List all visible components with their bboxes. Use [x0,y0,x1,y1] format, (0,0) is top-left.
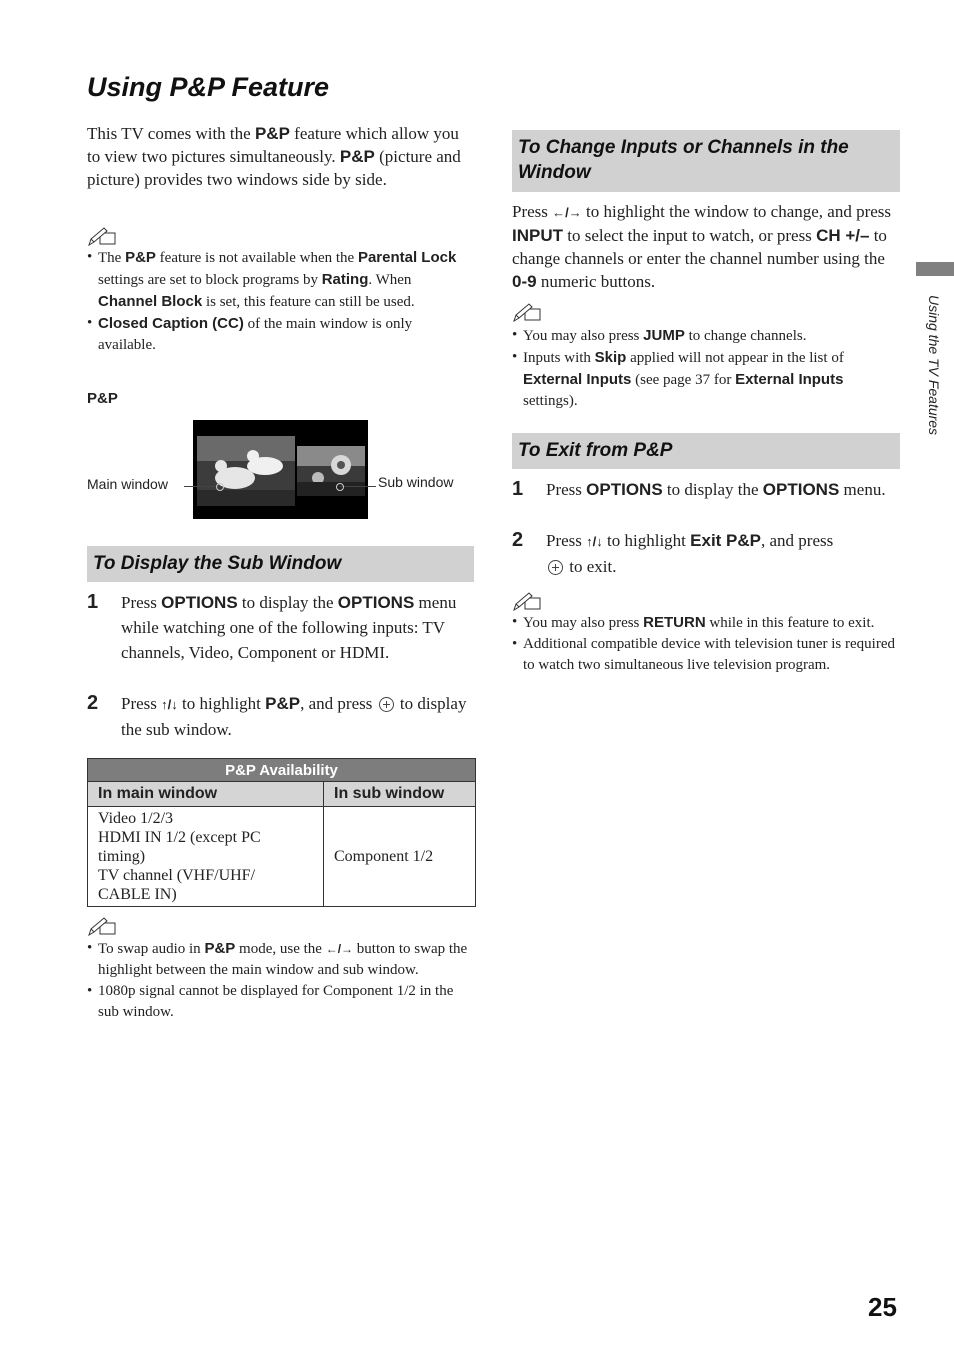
change-inputs-paragraph: Press ←/→ to highlight the window to change, and press INPUT to select the input to watch, or press CH +/– to change channels or enter the channel number using the 0-9 numeric buttons. [512,202,892,291]
main-window-label: Main window [87,476,168,492]
note-item: • You may also press JUMP to change channels. [512,325,900,347]
note-item: • Additional compatible device with television tuner is required to watch two simultaneous live television program. [512,634,900,676]
page-title: Using P&P Feature [87,72,330,102]
availability-table [87,758,476,907]
up-down-arrows-icon: ↑/↓ [586,534,603,549]
note-item: • You may also press RETURN while in this feature to exit. [512,612,900,634]
section-heading-display-sub: To Display the Sub Window [87,546,474,582]
side-section-label: Using the TV Features [926,295,942,436]
sub-window-marker [336,483,344,491]
step-2: 2 Press ↑/↓ to highlight Exit P&P, and press to exit. [512,529,834,576]
enter-button-icon [379,697,394,712]
note-pencil-icon [87,916,117,936]
figure-heading: P&P [87,390,118,407]
step-2: 2 Press ↑/↓ to highlight P&P, and press to display the sub window. [87,692,467,739]
page-number: 25 [868,1292,897,1322]
sub-window-leader-line [340,486,376,487]
up-down-arrows-icon: ↑/↓ [161,697,178,712]
note-list [87,247,472,356]
main-window-marker [216,483,224,491]
side-tab-marker [916,262,954,276]
note-item: • Closed Caption (CC) of the main window is only available. [87,313,472,356]
section-heading-change-inputs: To Change Inputs or Channels in the Window [512,130,900,192]
table-caption: P&P Availability [88,759,476,782]
column-header-sub: In sub window [324,782,476,807]
note-pencil-icon [512,591,542,611]
sub-window-label: Sub window [378,474,454,490]
note-item: • The P&P feature is not available when the Parental Lock settings are set to block programs by Rating. When Channel Block is set, this feature can still be used. [87,247,472,313]
left-right-arrows-icon: ←/→ [325,942,354,956]
enter-button-icon [548,560,563,575]
note-item: • Inputs with Skip applied will not appear in the list of External Inputs (see page 37 for External Inputs settings). [512,347,900,412]
tv-screen-image [193,420,368,519]
section-heading-exit: To Exit from P&P [512,433,900,469]
step-1: 1 Press OPTIONS to display the OPTIONS menu. [512,478,886,500]
intro-paragraph: This TV comes with the P&P feature which allow you to view two pictures simultaneously. P&P (picture and picture) provides two windows side by side. [87,124,461,189]
note-list [512,325,900,412]
note-list [87,938,472,1023]
note-item: • To swap audio in P&P mode, use the ←/→ button to swap the highlight between the main window and sub window. [87,938,472,981]
note-pencil-icon [87,226,117,246]
main-window-inputs: Video 1/2/3 HDMI IN 1/2 (except PC timing) TV channel (VHF/UHF/ CABLE IN) [88,807,324,907]
left-right-arrows-icon: ←/→ [552,205,582,220]
sub-window-inputs: Component 1/2 [324,807,476,907]
note-item: • 1080p signal cannot be displayed for Component 1/2 in the sub window. [87,981,472,1023]
column-header-main: In main window [88,782,324,807]
note-list [512,612,900,676]
note-pencil-icon [512,302,542,322]
step-1: 1 Press OPTIONS to display the OPTIONS menu while watching one of the following inputs: TV channels, Video, Component or HDMI. [87,591,457,662]
